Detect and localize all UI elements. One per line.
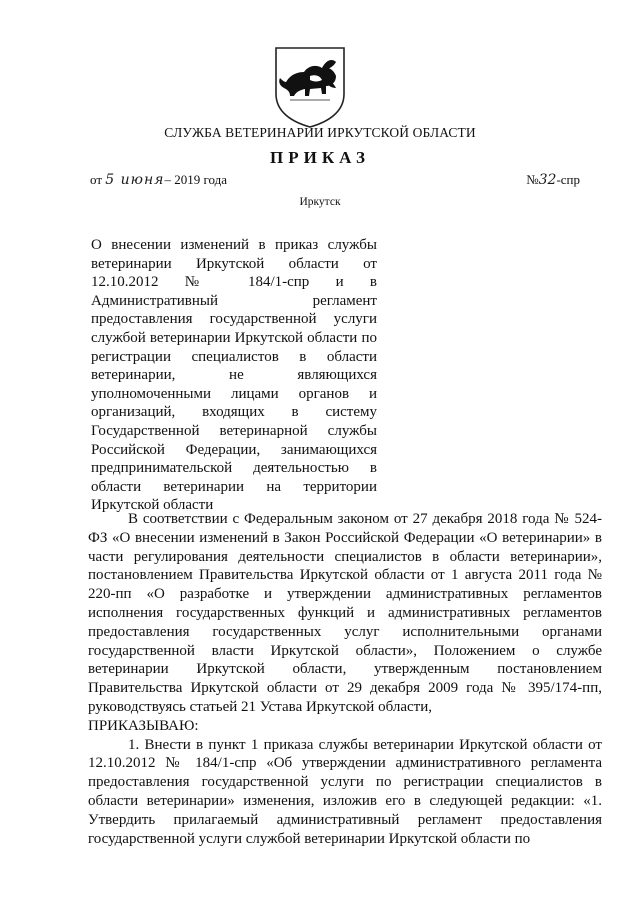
order-subject bbox=[91, 236, 377, 515]
order-number bbox=[526, 172, 580, 188]
document-title: ПРИКАЗ bbox=[270, 148, 370, 167]
preamble-paragraph: В соответствии с Федеральным законом от 27 декабря 2018 года № 524-ФЗ «О внесении изменений в Закон Российской Федерации «О ветеринарии» в части регулирования деятельности специалистов в области ветеринарии», постановлением Правительства Иркутской области от 1 августа 2011 года № 220-пп «О разработке и утверждении административных регламентов исполнения государственных функций и административных регламентов предоставления государственных услуг исполнительными органами государственной власти Иркутской области», Положением о службе ветеринарии Иркутской области, утвержденным постановлением Правительства Иркутской области от 29 декабря 2009 года № 395/174-пп, руководствуясь статьей 21 Устава Иркутской области, bbox=[88, 511, 602, 715]
date-suffix: – 2019 года bbox=[164, 172, 227, 187]
subject-text: О внесении изменений в приказ службы ветеринарии Иркутской области от 12.10.2012 № 184/1-спр и в Административный регламент предоставления государственной услуги службой ветеринарии Иркутской области по регистрации специалистов в области ветеринарии, не являющихся уполномоченными лицами органов и организаций, входящих в систему Государственной ветеринарной службы Российской Федерации, занимающихся предпринимательской деятельностью в области ветеринарии на территории Иркутской области bbox=[91, 237, 377, 514]
number-handwritten: 32 bbox=[538, 172, 557, 188]
number-prefix: № bbox=[526, 172, 539, 187]
order-body bbox=[88, 510, 602, 848]
number-suffix: -спр bbox=[556, 172, 580, 187]
coat-of-arms-emblem bbox=[270, 42, 350, 128]
organization-name: СЛУЖБА ВЕТЕРИНАРИИ ИРКУТСКОЙ ОБЛАСТИ bbox=[164, 125, 476, 140]
command-word: ПРИКАЗЫВАЮ: bbox=[88, 717, 199, 734]
order-date bbox=[90, 172, 227, 188]
date-prefix: от bbox=[90, 172, 103, 187]
clause-1-paragraph: 1. Внести в пункт 1 приказа службы ветеринарии Иркутской области от 12.10.2012 № 184/1-спр «Об утверждении административного регламента предоставления государственной услуги по регистрации специалистов в области ветеринарии» изменения, изложив его в следующей редакции: «1. Утвердить прилагаемый административный регламент предоставления государственной услуги службой ветеринарии Иркутской области по bbox=[88, 736, 602, 847]
city-name: Иркутск bbox=[299, 196, 341, 208]
date-handwritten: 5 июня bbox=[105, 172, 165, 188]
